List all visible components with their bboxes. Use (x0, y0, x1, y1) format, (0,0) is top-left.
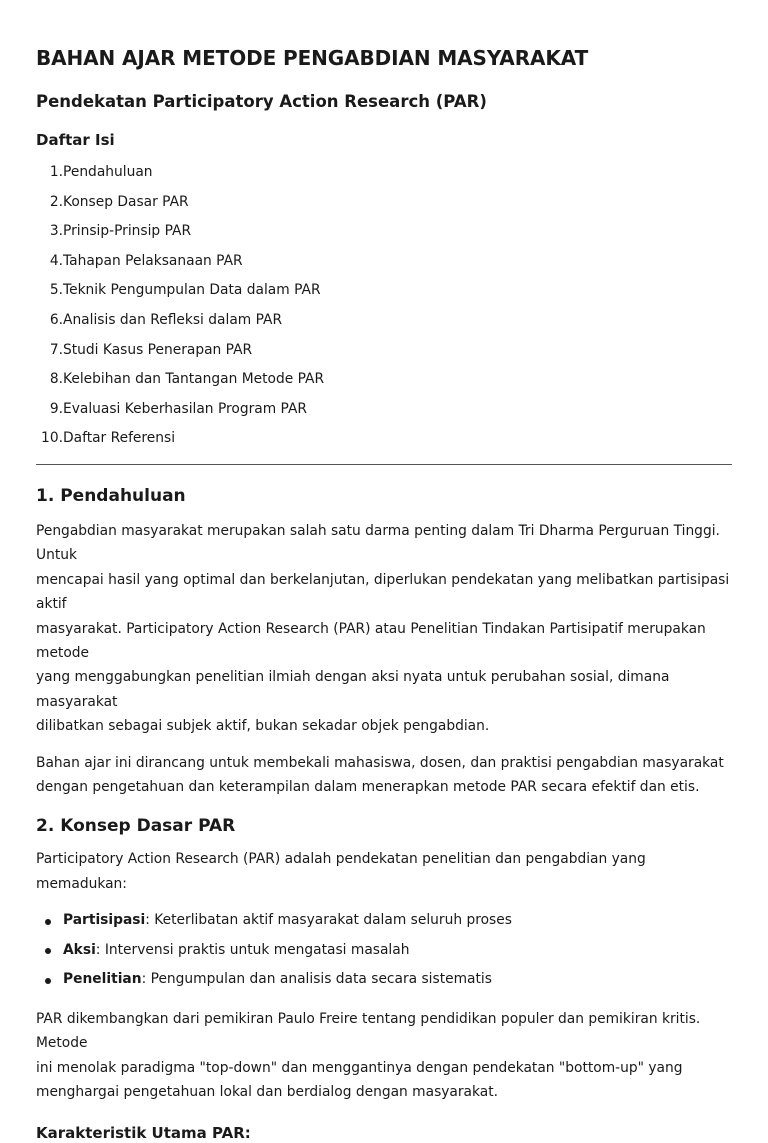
paragraph: Participatory Action Research (PAR) adalah pendekatan penelitian dan pengabdian yang memadukan: (36, 851, 646, 892)
paragraph-line: dengan pengetahuan dan keterampilan dalam menerapkan metode PAR secara efektif dan etis. (36, 779, 700, 795)
toc-item (36, 247, 732, 277)
bullet-term: Aksi (63, 941, 96, 958)
toc-item (36, 276, 732, 306)
toc-item-number: 7. (49, 341, 63, 358)
paragraph-line: masyarakat. Participatory Action Research (PAR) atau Penelitian Tindakan Partisipatif merupakan metode (36, 620, 706, 661)
list-item (36, 906, 732, 936)
paragraph (36, 751, 732, 800)
bullet-term: Penelitian (63, 971, 142, 988)
toc-item-number: 4. (49, 252, 63, 269)
toc-item-number: 1. (49, 164, 63, 180)
toc-item (36, 188, 732, 218)
bullet-icon (45, 978, 51, 984)
document-subtitle: Pendekatan Participatory Action Research (PAR) (36, 92, 487, 111)
toc-item-number: 5. (49, 282, 63, 299)
toc-item-label: Analisis dan Refleksi dalam PAR (63, 311, 283, 328)
toc-item (36, 424, 732, 454)
subsection-heading: Karakteristik Utama PAR: (36, 1123, 251, 1142)
paragraph-line: dilibatkan sebagai subjek aktif, bukan sekadar objek pengabdian. (36, 718, 490, 735)
document-title: BAHAN AJAR METODE PENGABDIAN MASYARAKAT (36, 46, 589, 70)
list-item (36, 965, 732, 995)
toc-item-label: Daftar Referensi (63, 430, 176, 447)
toc-item (36, 217, 732, 247)
toc-item (36, 306, 732, 336)
section-divider (36, 464, 732, 465)
paragraph-line: menghargai pengetahuan lokal dan berdialog dengan masyarakat. (36, 1084, 498, 1101)
toc-item-number: 2. (49, 193, 63, 210)
toc-item (36, 336, 732, 366)
list-item (36, 936, 732, 966)
toc-item-label: Teknik Pengumpulan Data dalam PAR (63, 282, 321, 299)
toc-item-label: Evaluasi Keberhasilan Program PAR (63, 400, 307, 417)
toc-item-number: 8. (49, 371, 63, 388)
toc-item-label: Konsep Dasar PAR (63, 193, 189, 210)
section-heading-pendahuluan: 1. Pendahuluan (36, 485, 186, 506)
paragraph-line: mencapai hasil yang optimal dan berkelanjutan, diperlukan pendekatan yang melibatkan partisipasi aktif (36, 571, 730, 613)
bullet-term: Partisipasi (63, 912, 146, 929)
toc-list (36, 158, 732, 454)
bullet-description: : Intervensi praktis untuk mengatasi masalah (95, 941, 410, 958)
section-heading-konsep-dasar: 2. Konsep Dasar PAR (36, 816, 236, 837)
toc-item-number: 10. (41, 430, 63, 447)
toc-item-number: 3. (49, 223, 63, 240)
paragraph-line: yang menggabungkan penelitian ilmiah dengan aksi nyata untuk perubahan sosial, dimana masyarakat (36, 669, 670, 710)
paragraph-line: ini menolak paradigma "top-down" dan menggantinya dengan pendekatan "bottom-up" yang (36, 1059, 683, 1076)
toc-item (36, 158, 732, 188)
bullet-description: : Keterlibatan aktif masyarakat dalam seluruh proses (145, 912, 512, 929)
toc-item-label: Pendahuluan (63, 164, 153, 180)
toc-item-number: 6. (49, 311, 63, 328)
toc-heading: Daftar Isi (36, 131, 115, 149)
paragraph-line: Pengabdian masyarakat merupakan salah satu darma penting dalam Tri Dharma Perguruan Tinggi. Untuk (36, 522, 720, 564)
toc-item-label: Kelebihan dan Tantangan Metode PAR (63, 371, 325, 388)
toc-item (36, 395, 732, 425)
toc-item-label: Tahapan Pelaksanaan PAR (63, 252, 243, 269)
paragraph-line: PAR dikembangkan dari pemikiran Paulo Freire tentang pendidikan populer dan pemikiran kritis. Metode (36, 1011, 701, 1052)
bullet-description: : Pengumpulan dan analisis data secara sistematis (141, 971, 492, 988)
paragraph (36, 519, 732, 739)
bullet-list (36, 906, 732, 995)
bullet-icon (45, 919, 51, 925)
toc-item-label: Studi Kasus Penerapan PAR (63, 341, 253, 358)
paragraph (36, 1007, 732, 1105)
toc-item-number: 9. (49, 400, 63, 417)
toc-item-label: Prinsip-Prinsip PAR (63, 223, 192, 240)
toc-item (36, 365, 732, 395)
paragraph-line: Bahan ajar ini dirancang untuk membekali mahasiswa, dosen, dan praktisi pengabdian masyarakat (36, 754, 724, 771)
bullet-icon (45, 948, 51, 954)
